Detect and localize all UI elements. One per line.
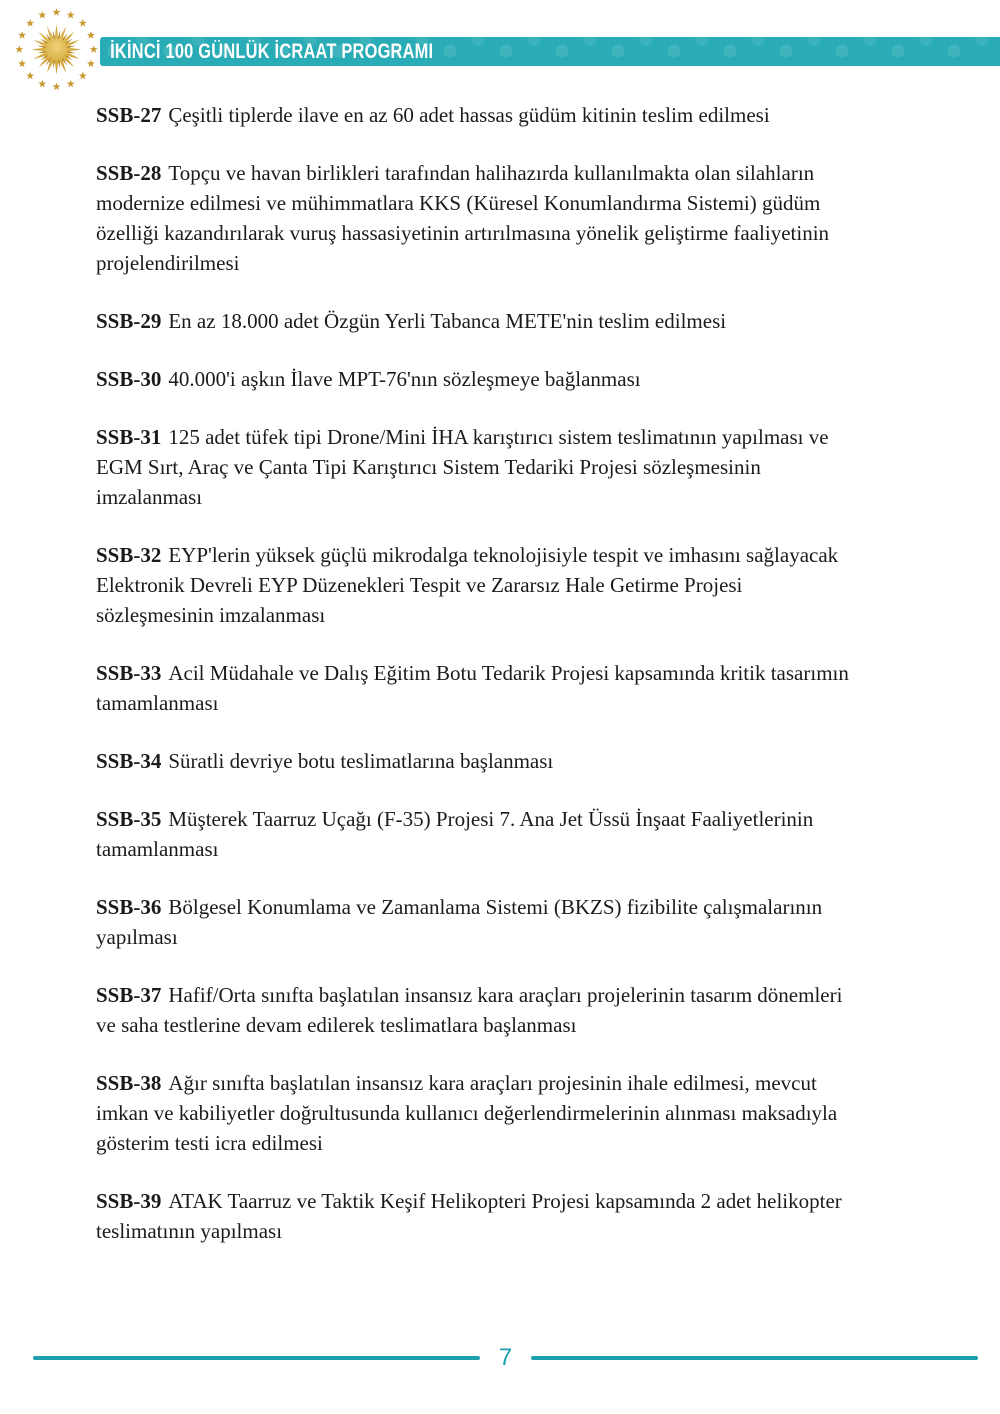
item-text: En az 18.000 adet Özgün Yerli Tabanca METE'nin teslim edilmesi <box>168 309 727 333</box>
list-item <box>96 540 858 630</box>
list-item <box>96 980 858 1040</box>
page-number: 7 <box>498 1344 513 1371</box>
item-code: SSB-27 <box>96 103 162 127</box>
item-code: SSB-36 <box>96 895 162 919</box>
item-text: 40.000'i aşkın İlave MPT-76'nın sözleşmeye bağlanması <box>168 367 641 391</box>
item-code: SSB-32 <box>96 543 162 567</box>
item-code: SSB-28 <box>96 161 162 185</box>
footer-rule-left <box>33 1356 480 1360</box>
item-code: SSB-29 <box>96 309 162 333</box>
item-text: Topçu ve havan birlikleri tarafından halihazırda kullanılmakta olan silahların modernize edilmesi ve mühimmatlara KKS (Küresel Konumlandırma Sistemi) güdüm özelliği kazandırılarak vuruş hassasiyetinin artırılmasına yönelik geliştirme faaliyetinin projelendirilmesi <box>96 161 830 275</box>
item-code: SSB-33 <box>96 661 162 685</box>
item-code: SSB-38 <box>96 1071 162 1095</box>
list-item <box>96 658 858 718</box>
item-code: SSB-37 <box>96 983 162 1007</box>
item-text: Ağır sınıfta başlatılan insansız kara araçları projesinin ihale edilmesi, mevcut imkan ve kabiliyetler doğrultusunda kullanıcı değerlendirmelerinin alınması maksadıyla gösterim testi icra edilmesi <box>96 1071 838 1155</box>
list-item <box>96 892 858 952</box>
list-item <box>96 1068 858 1158</box>
item-text: ATAK Taarruz ve Taktik Keşif Helikopteri Projesi kapsamında 2 adet helikopter teslimatının yapılması <box>96 1189 842 1243</box>
item-code: SSB-39 <box>96 1189 162 1213</box>
item-text: Çeşitli tiplerde ilave en az 60 adet hassas güdüm kitinin teslim edilmesi <box>168 103 770 127</box>
item-text: Hafif/Orta sınıfta başlatılan insansız kara araçları projelerinin tasarım dönemleri ve saha testlerine devam edilerek teslimatlara başlanması <box>96 983 843 1037</box>
footer-rule-right <box>531 1356 978 1360</box>
item-code: SSB-31 <box>96 425 162 449</box>
list-item <box>96 422 858 512</box>
item-text: Süratli devriye botu teslimatlarına başlanması <box>168 749 554 773</box>
page-title: İKİNCİ 100 GÜNLÜK İCRAAT PROGRAMI <box>110 40 434 63</box>
footer <box>33 1344 978 1372</box>
item-text: 125 adet tüfek tipi Drone/Mini İHA karıştırıcı sistem teslimatının yapılması ve EGM Sırt, Araç ve Çanta Tipi Karıştırıcı Sistem Tedariki Projesi sözleşmesinin imzalanması <box>96 425 829 509</box>
list-item <box>96 158 858 278</box>
item-text: Acil Müdahale ve Dalış Eğitim Botu Tedarik Projesi kapsamında kritik tasarımın tamamlanması <box>96 661 849 715</box>
item-text: Bölgesel Konumlama ve Zamanlama Sistemi (BKZS) fizibilite çalışmalarının yapılması <box>96 895 823 949</box>
item-code: SSB-35 <box>96 807 162 831</box>
item-text: Müşterek Taarruz Uçağı (F-35) Projesi 7. Ana Jet Üssü İnşaat Faaliyetlerinin tamamlanması <box>96 807 814 861</box>
header-band <box>100 37 1000 66</box>
item-code: SSB-34 <box>96 749 162 773</box>
list-item <box>96 364 858 394</box>
item-text: EYP'lerin yüksek güçlü mikrodalga teknolojisiyle tespit ve imhasını sağlayacak Elektronik Devreli EYP Düzenekleri Tespit ve Zararsız Hale Getirme Projesi sözleşmesinin imzalanması <box>96 543 839 627</box>
presidency-emblem-icon <box>10 3 103 96</box>
list-item <box>96 100 858 130</box>
list-item <box>96 306 858 336</box>
list-item <box>96 1186 858 1246</box>
list-item <box>96 746 858 776</box>
list-item <box>96 804 858 864</box>
item-code: SSB-30 <box>96 367 162 391</box>
document-body <box>96 100 858 1274</box>
